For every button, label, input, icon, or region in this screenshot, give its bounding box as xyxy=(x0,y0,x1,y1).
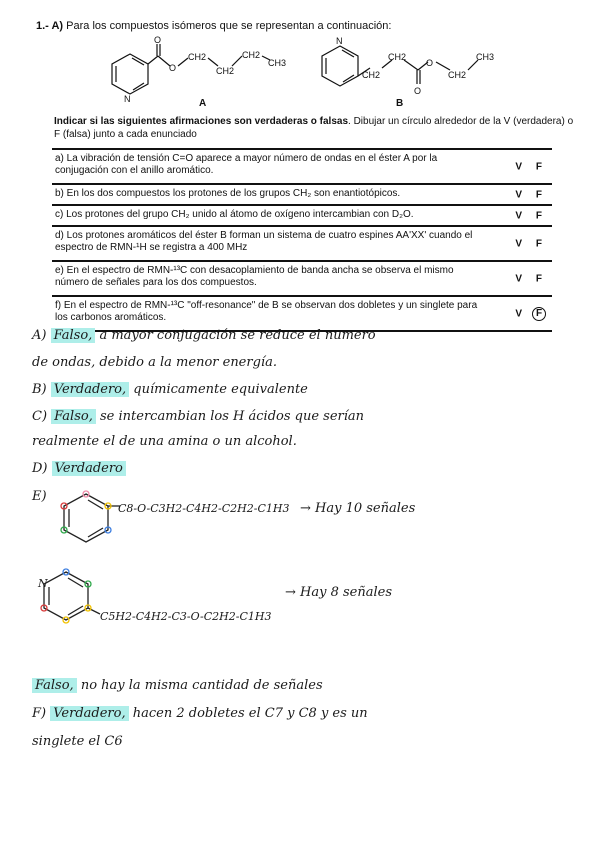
atom-a-o-carbonyl: O xyxy=(154,36,162,45)
question-title xyxy=(36,20,391,32)
statement-b xyxy=(52,185,552,206)
answer-c-verdict: Falso, xyxy=(51,409,96,424)
instructions-bold: Indicar si las siguientes afirmaciones son verdaderas o falsas xyxy=(54,116,349,127)
statement-text: b) En los dos compuestos los protones de los grupos CH₂ son enantiotópicos. xyxy=(55,188,401,199)
hand-drawn-structures xyxy=(0,480,600,640)
question-number: 1.- A) xyxy=(36,20,64,32)
answer-f-label: F) xyxy=(32,706,47,721)
statement-e xyxy=(52,262,552,297)
true-option[interactable]: V xyxy=(515,209,522,221)
answer-e-label: E) xyxy=(32,489,47,504)
atom-a-n: N xyxy=(124,94,131,104)
atom-a-o-ester: O xyxy=(169,63,177,73)
answer-a-text1: a mayor conjugación se reduce el numero xyxy=(99,328,376,343)
pyridine-ring-b xyxy=(322,46,358,86)
pyridine-ring-a xyxy=(112,54,148,94)
false-option[interactable]: F xyxy=(535,160,542,172)
atom-b-ch2-1: CH2 xyxy=(362,70,381,80)
chain-b-text: C5H2-C4H2-C3-O-C2H2-C1H3 xyxy=(100,610,272,623)
hand-ring-a xyxy=(64,494,108,542)
answer-d-label: D) xyxy=(32,461,48,476)
result-b-text: → Hay 8 señales xyxy=(285,585,393,600)
answer-d-verdict: Verdadero xyxy=(52,461,126,476)
chain-a-text: C8-O-C3H2-C4H2-C2H2-C1H3 xyxy=(118,502,290,515)
answer-b-verdict: Verdadero, xyxy=(51,382,129,397)
atom-b-ch3: CH3 xyxy=(476,52,495,62)
result-a-text: → Hay 10 señales xyxy=(300,501,416,516)
true-option[interactable]: V xyxy=(515,237,522,249)
answer-c-line2: realmente el de una amina o un alcohol. xyxy=(32,434,297,449)
instructions xyxy=(54,115,574,141)
statement-text: e) En el espectro de RMN-¹³C con desacoplamiento de banda ancha se observa el mismo número de señales para los dos compuestos. xyxy=(55,265,454,288)
question-text: Para los compuestos isómeros que se representan a continuación: xyxy=(66,20,392,32)
statement-text: c) Los protones del grupo CH₂ unido al átomo de oxígeno intercambian con D₂O. xyxy=(55,209,414,220)
atom-b-o-ester: O xyxy=(426,58,434,68)
instructions-rest: . Dibujar un círculo alrededor de la V (verdadera) o F (falsa) junto a cada enunciado xyxy=(54,116,574,140)
answer-f-verdict: Verdadero, xyxy=(50,706,128,721)
answer-b-text: químicamente equivalente xyxy=(133,382,308,397)
atom-a-ch2-2: CH2 xyxy=(216,66,235,76)
answer-c-label: C) xyxy=(32,409,48,424)
statement-text: a) La vibración de tensión C=O aparece a mayor número de ondas en el éster A por la conjugación con el anillo aromático. xyxy=(55,153,438,176)
answer-c-line1 xyxy=(32,409,364,424)
molecule-a-label: A xyxy=(199,98,207,109)
answer-a-verdict: Falso, xyxy=(51,328,96,343)
statement-a xyxy=(52,150,552,185)
answer-a-line2: de ondas, debido a la menor energía. xyxy=(32,355,277,370)
true-option[interactable]: V xyxy=(515,160,522,172)
false-option-circled[interactable]: F xyxy=(532,307,546,321)
true-option[interactable]: V xyxy=(515,272,522,284)
answer-b-line xyxy=(32,382,308,397)
atom-a-ch2-1: CH2 xyxy=(188,52,207,62)
true-option[interactable]: V xyxy=(515,188,522,200)
statements-table xyxy=(52,148,552,332)
answer-f-text1: hacen 2 dobletes el C7 y C8 y es un xyxy=(132,706,368,721)
hand-ring-b xyxy=(44,572,88,620)
answer-b-label: B) xyxy=(32,382,47,397)
atom-a-ch2-3: CH2 xyxy=(242,50,261,60)
statement-text: f) En el espectro de RMN-¹³C "off-resonance" de B se observan dos dobletes y un singlete para los carbonos aromáticos. xyxy=(55,300,478,323)
atom-b-ch2-2: CH2 xyxy=(388,52,407,62)
false-option[interactable]: F xyxy=(535,188,542,200)
answer-f-line1 xyxy=(32,706,368,721)
answer-e-text: no hay la misma cantidad de señales xyxy=(80,678,323,693)
atom-b-n: N xyxy=(336,36,343,46)
false-option[interactable]: F xyxy=(535,272,542,284)
answer-a-label: A) xyxy=(32,328,47,343)
atom-b-ch2-3: CH2 xyxy=(448,70,467,80)
true-option[interactable]: V xyxy=(515,307,522,319)
answer-d-line xyxy=(32,461,126,476)
false-option[interactable]: F xyxy=(535,237,542,249)
molecules-drawing xyxy=(0,36,600,106)
atom-a-ch3: CH3 xyxy=(268,58,287,68)
answer-e-conclusion xyxy=(32,678,323,693)
answer-f-line2: singlete el C6 xyxy=(32,734,123,749)
answer-e-verdict: Falso, xyxy=(32,678,77,693)
atom-n-hand: N xyxy=(38,577,48,590)
statement-c xyxy=(52,206,552,227)
answer-a-line1 xyxy=(32,328,376,343)
false-option[interactable]: F xyxy=(535,209,542,221)
molecule-b-label: B xyxy=(396,98,404,109)
statement-d xyxy=(52,227,552,262)
answer-c-text1: se intercambian los H ácidos que serían xyxy=(100,409,365,424)
statement-f xyxy=(52,297,552,332)
statement-text: d) Los protones aromáticos del éster B forman un sistema de cuatro espines AA'XX' cuando el espectro de RMN-¹H se registra a 400 MHz xyxy=(55,230,473,253)
atom-b-o-carbonyl: O xyxy=(414,86,422,96)
